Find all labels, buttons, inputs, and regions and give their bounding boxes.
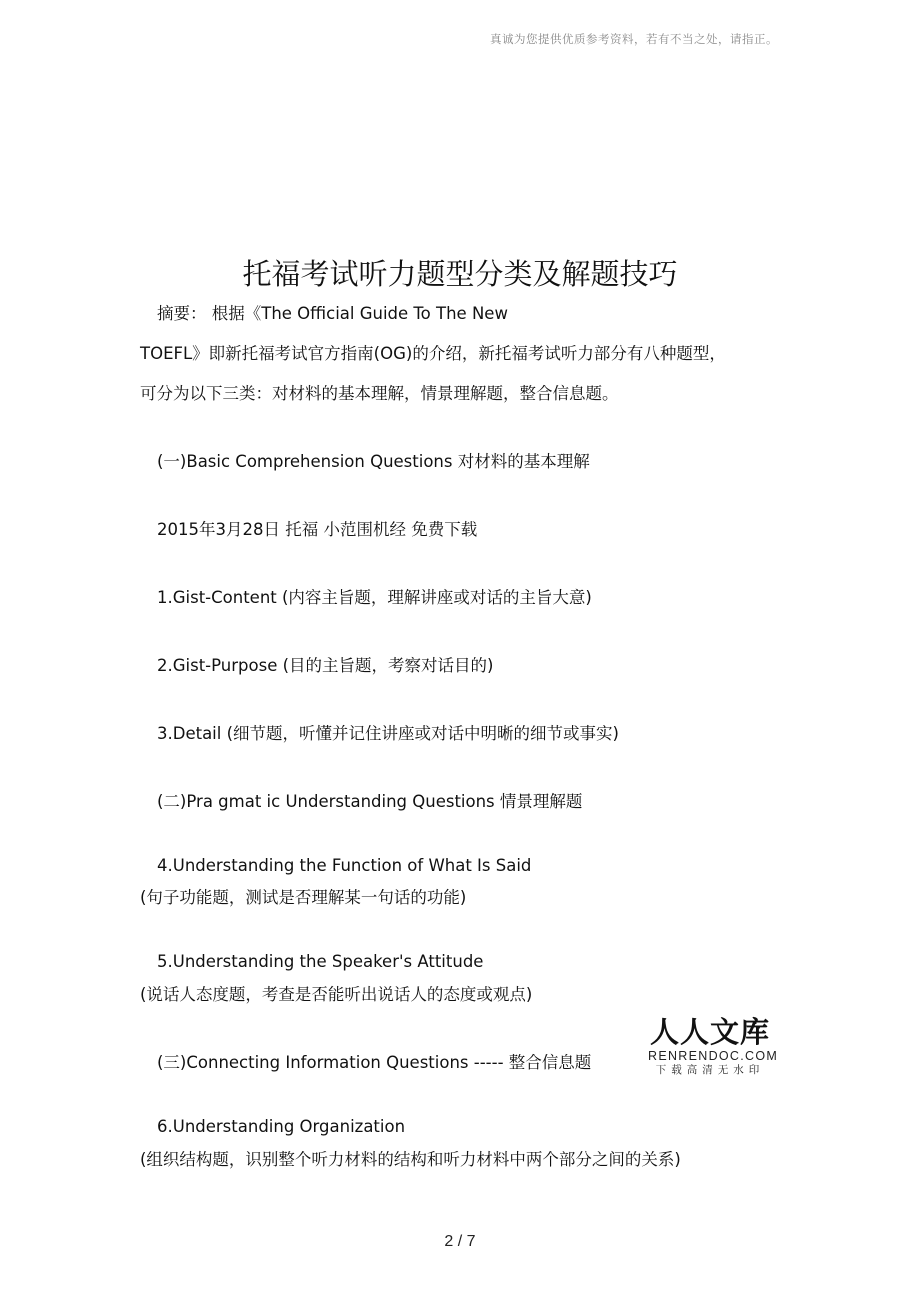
item-function-desc: (句子功能题，测试是否理解某一句话的功能) [140, 888, 467, 907]
header-disclaimer: 真诚为您提供优质参考资料，若有不当之处，请指正。 [490, 32, 778, 46]
abstract-line-2: TOEFL》即新托福考试官方指南(OG)的介绍，新托福考试听力部分有八种题型， [140, 344, 726, 363]
item-gist-content: 1.Gist-Content (内容主旨题，理解讲座或对话的主旨大意) [157, 588, 592, 607]
item-attitude: 5.Understanding the Speaker's Attitude [157, 952, 484, 971]
download-link[interactable]: 2015年3月28日 托福 小范围机经 免费下载 [157, 520, 478, 539]
item-attitude-desc: (说话人态度题，考查是否能听出说话人的态度或观点) [140, 985, 533, 1004]
watermark-tagline: 下载高清无水印 [655, 1064, 765, 1076]
abstract-line-1: 摘要： 根据《The Official Guide To The New [157, 304, 508, 323]
section-heading-pragmatic: (二)Pra gmat ic Understanding Questions 情景理解题 [157, 792, 583, 811]
watermark-logo-text: 人人文库 [649, 1015, 770, 1049]
renrendoc-watermark [648, 1015, 779, 1078]
item-detail: 3.Detail (细节题，听懂并记住讲座或对话中明晰的细节或事实) [157, 724, 619, 743]
document-title: 托福考试听力题型分类及解题技巧 [242, 257, 678, 291]
item-organization-desc: (组织结构题，识别整个听力材料的结构和听力材料中两个部分之间的关系) [140, 1150, 681, 1169]
section-heading-basic: (一)Basic Comprehension Questions 对材料的基本理解 [157, 452, 590, 471]
watermark-domain: RENRENDOC.COM [648, 1049, 779, 1063]
item-function: 4.Understanding the Function of What Is Said [157, 856, 532, 875]
section-heading-connecting: (三)Connecting Information Questions ----- 整合信息题 [157, 1053, 592, 1072]
page-number: 2 / 7 [444, 1233, 476, 1250]
item-organization: 6.Understanding Organization [157, 1117, 406, 1136]
abstract-line-3: 可分为以下三类：对材料的基本理解，情景理解题，整合信息题。 [140, 384, 619, 403]
item-gist-purpose: 2.Gist-Purpose (目的主旨题，考察对话目的) [157, 656, 494, 675]
